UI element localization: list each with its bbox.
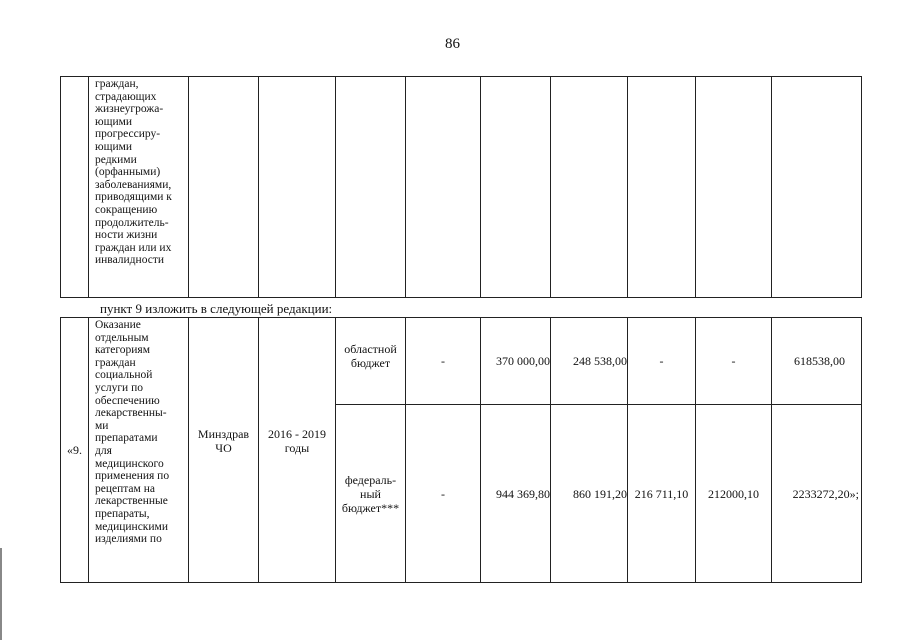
executor-cell	[189, 318, 259, 583]
value-text: 944 369,80	[496, 486, 550, 501]
upper-cell-executor	[189, 77, 259, 298]
lower-table	[60, 317, 862, 583]
upper-cell-value	[551, 77, 628, 298]
value-text: -	[441, 354, 445, 368]
value-text: 216 711,10	[634, 486, 689, 501]
amendment-note: пункт 9 изложить в следующей редакции:	[100, 301, 333, 316]
table-row	[61, 318, 862, 405]
period-cell	[259, 318, 336, 583]
value-cell	[628, 405, 696, 583]
item-number: «9.	[67, 443, 82, 457]
value-cell	[406, 405, 481, 583]
value-text: -	[659, 354, 664, 368]
upper-description-text: граждан, страдающих жизнеугрожа- ющими прогрессиру- ющими редкими (орфанными) заболеваниями, приводящими к сокращению продолжитель- ности жизни граждан или их инвалидности	[95, 78, 172, 267]
scan-margin-mark	[0, 548, 2, 640]
funding-source-cell	[336, 405, 406, 583]
item-number-cell	[61, 318, 89, 583]
value-cell	[481, 405, 551, 583]
upper-cell-value	[481, 77, 551, 298]
value-cell	[696, 318, 772, 405]
total-cell	[772, 405, 862, 583]
upper-cell-total	[772, 77, 862, 298]
upper-table-row	[61, 77, 862, 298]
page-number: 86	[445, 36, 460, 52]
upper-cell-source	[336, 77, 406, 298]
upper-cell-value	[628, 77, 696, 298]
funding-source-cell	[336, 318, 406, 405]
item-description-text: Оказание отдельным категориям граждан социальной услуги по обеспечению лекарственны- ми препаратами для медицинского применения по рецептам на лекарственные препараты, медицинскими изделиями по	[95, 319, 170, 546]
executor-text: Минздрав ЧО	[197, 427, 250, 455]
upper-cell-value	[406, 77, 481, 298]
value-text: 248 538,00	[573, 354, 627, 368]
funding-source-label: федераль- ный бюджет***	[341, 472, 400, 515]
upper-table	[60, 76, 862, 298]
value-cell	[551, 405, 628, 583]
period-text: 2016 - 2019 годы	[268, 427, 326, 455]
value-cell	[481, 318, 551, 405]
value-cell	[406, 318, 481, 405]
total-cell	[772, 318, 862, 405]
value-text: 370 000,00	[496, 354, 550, 368]
funding-source-label: областной бюджет	[344, 342, 397, 370]
item-description-cell	[89, 318, 189, 583]
value-text: -	[441, 486, 445, 501]
upper-cell-description	[89, 77, 189, 298]
value-text: 860 191,20	[573, 486, 627, 501]
value-cell	[696, 405, 772, 583]
value-text: -	[731, 354, 736, 368]
upper-cell-period	[259, 77, 336, 298]
total-text: 2233272,20»;	[792, 486, 859, 501]
value-text: 212000,10	[708, 486, 759, 501]
upper-cell-value	[696, 77, 772, 298]
total-text: 618538,00	[794, 354, 845, 368]
upper-cell-number	[61, 77, 89, 298]
value-cell	[551, 318, 628, 405]
value-cell	[628, 318, 696, 405]
